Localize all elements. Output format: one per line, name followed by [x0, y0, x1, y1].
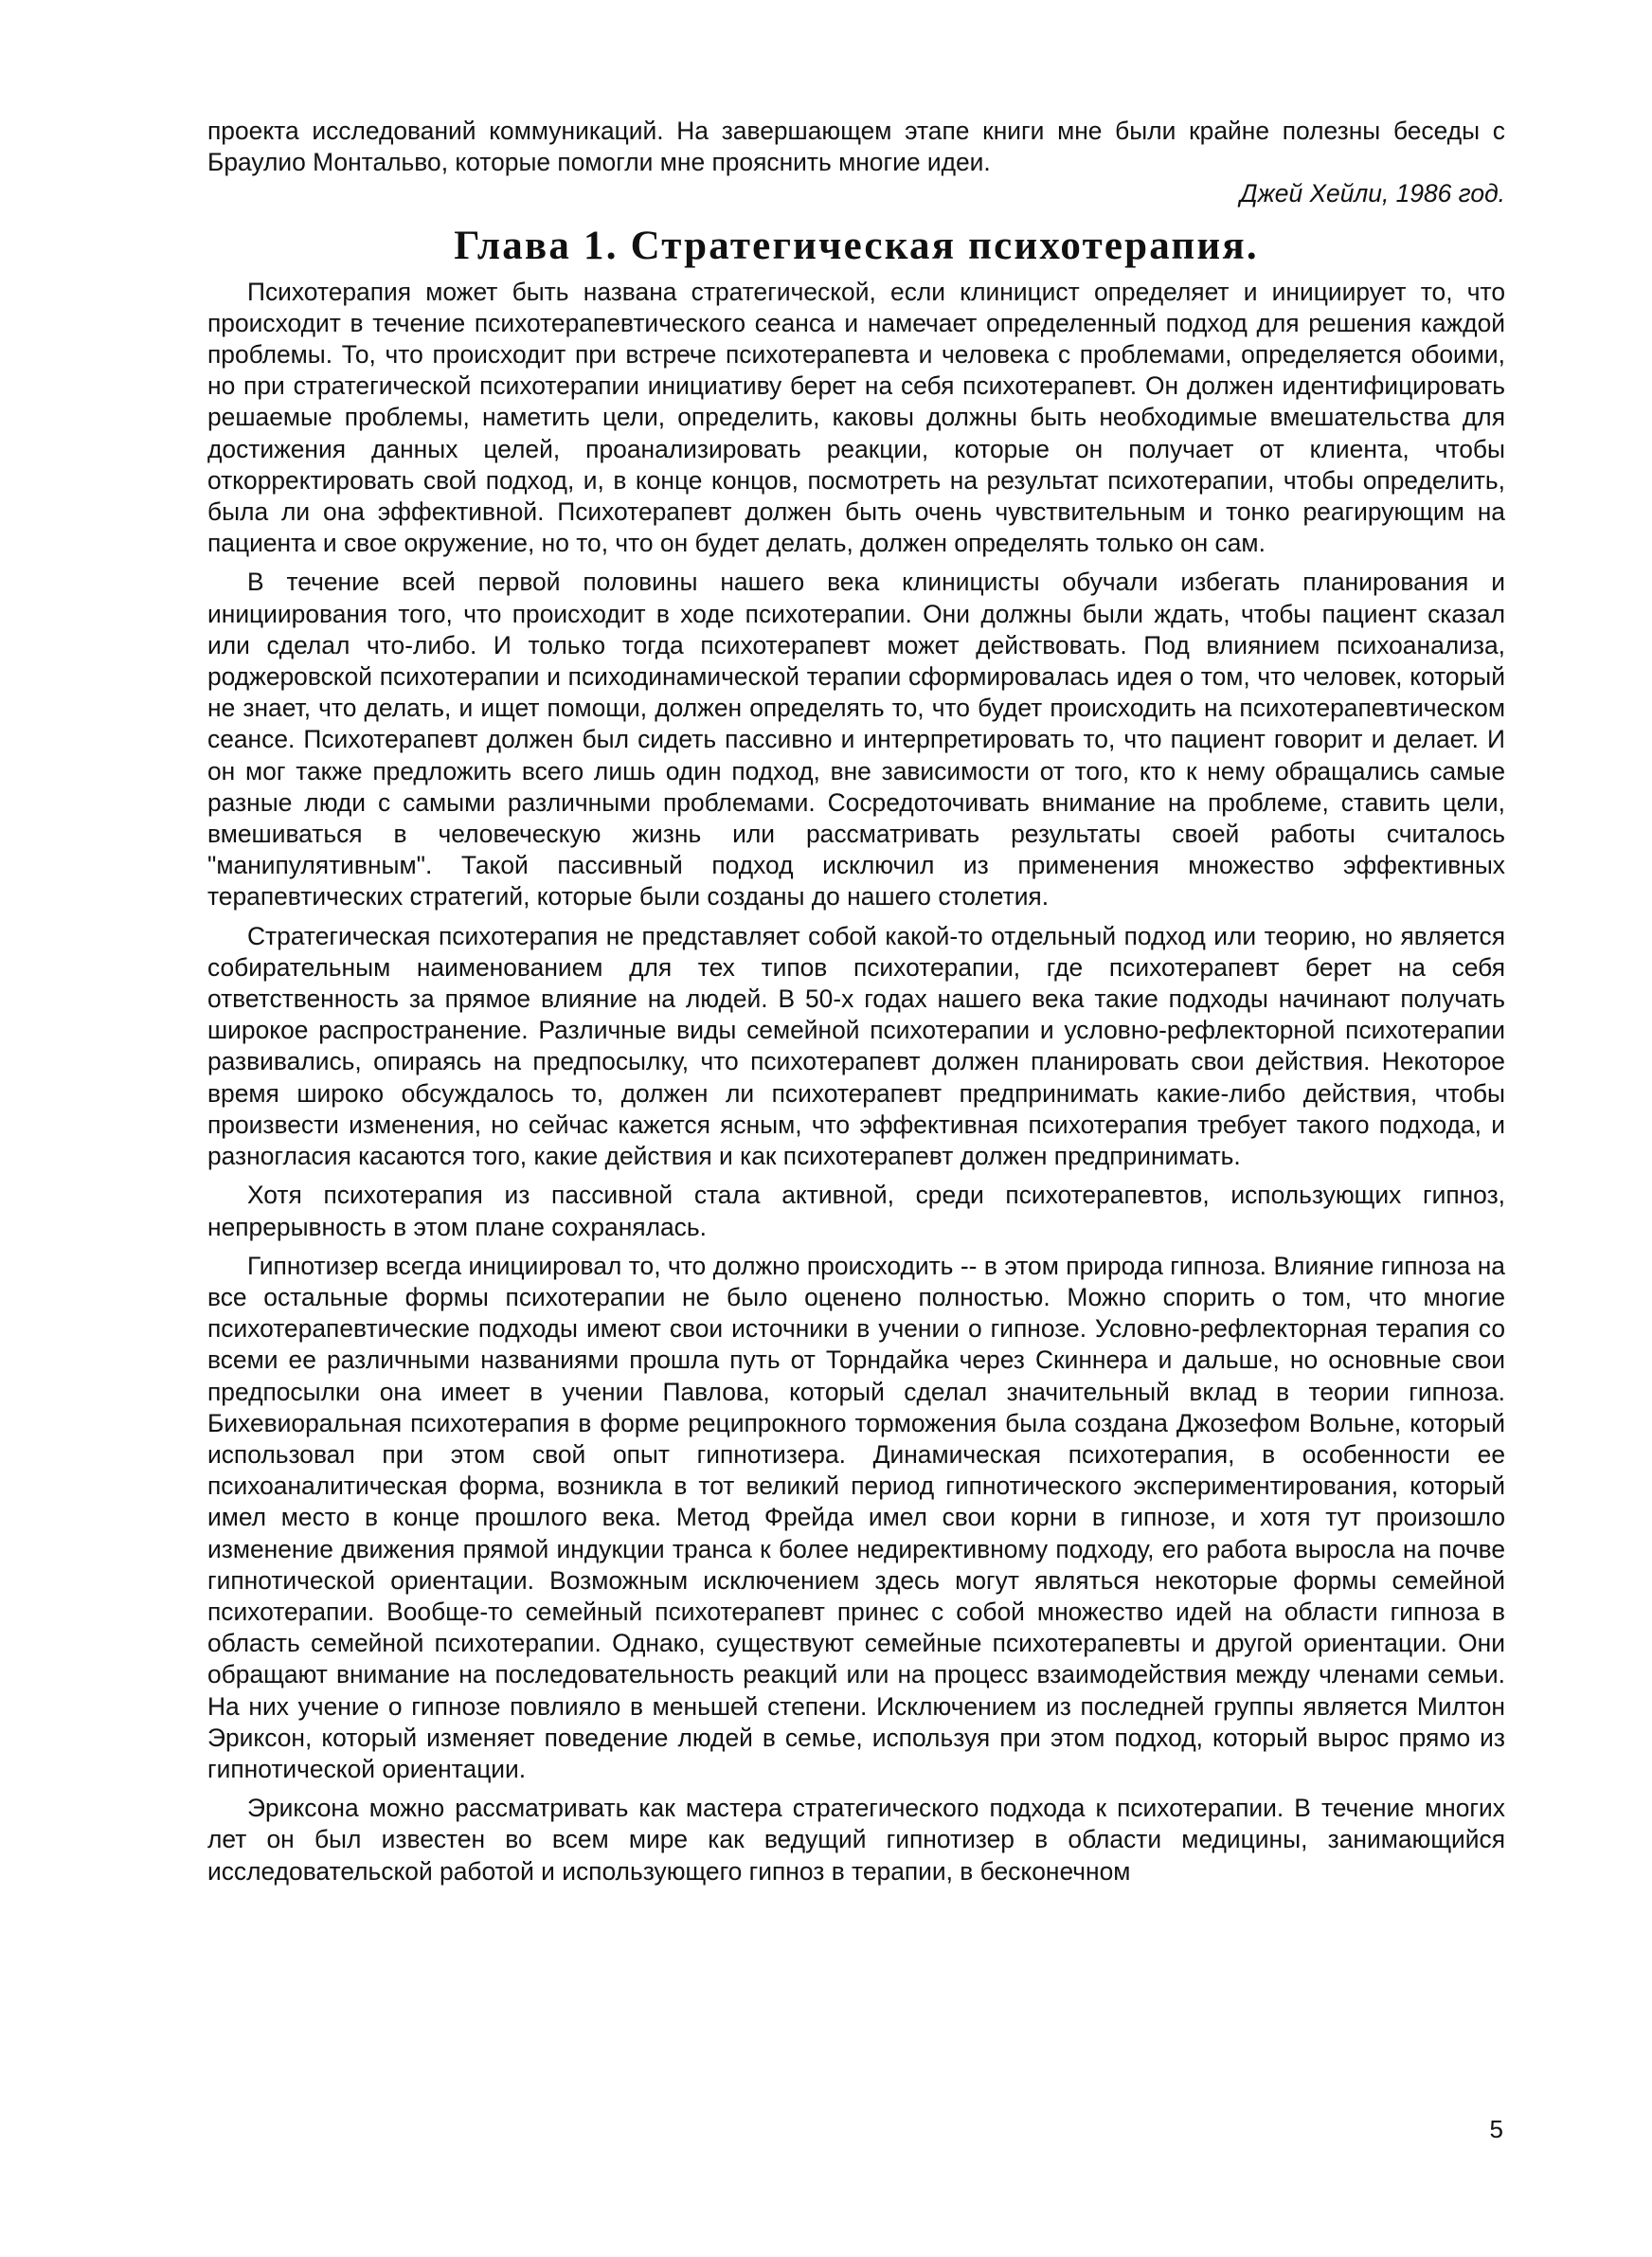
intro-continuation-paragraph: проекта исследований коммуникаций. На завершающем этапе книги мне были крайне полезны беседы с Браулио Монтальво, которые помогли мне прояснить многие идеи. — [207, 117, 1505, 177]
paragraph-2: В течение всей первой половины нашего века клиницисты обучали избегать планирования и инициирования того, что происходит в ходе психотерапии. Они должны были ждать, чтобы пациент сказал или сделал что-либо. И только тогда психотерапевт может действовать. Под влиянием психоанализа, роджеровской психотерапии и психодинамической терапии сформировалась идея о том, что человек, который не знает, что делать, и ищет помощи, должен определять то, что будет происходить на психотерапевтическом сеансе. Психотерапевт должен был сидеть пассивно и интерпретировать то, что пациент говорит и делает. И он мог также предложить всего лишь один подход, вне зависимости от того, кто к нему обращались самые разные люди с самыми различными проблемами. Сосредоточивать внимание на проблеме, ставить цели, вмешиваться в человеческую жизнь или рассматривать результаты своей работы считалось "манипулятивным". Такой пассивный подход исключил из применения множество эффективных терапевтических стратегий, которые были созданы до нашего столетия. — [207, 568, 1505, 912]
chapter-title: Глава 1. Стратегическая психотерапия. — [454, 223, 1259, 268]
paragraph-3: Стратегическая психотерапия не представляет собой какой-то отдельный подход или теорию, но является собирательным наименованием для тех типов психотерапии, где психотерапевт берет на себя ответственность за прямое влияние на людей. В 50-х годах нашего века такие подходы начинают получать широкое распространение. Различные виды семейной психотерапии и условно-рефлекторной психотерапии развивались, опираясь на предпосылку, что психотерапевт должен планировать свои действия. Некоторое время широко обсуждалось то, должен ли психотерапевт предпринимать какие-либо действия, чтобы произвести изменения, но сейчас кажется ясным, что эффективная психотерапия требует такого подхода, и разногласия касаются того, какие действия и как психотерапевт должен предпринимать. — [207, 921, 1505, 1171]
paragraph-6: Эриксона можно рассматривать как мастера стратегического подхода к психотерапии. В течение многих лет он был известен во всем мире как ведущий гипнотизер в области медицины, занимающийся исследовательской работой и использующего гипноз в терапии, в бесконечном — [207, 1794, 1505, 1886]
page-content — [207, 116, 1505, 1887]
paragraph-1: Психотерапия может быть названа стратегической, если клиницист определяет и инициирует то, что происходит в течение психотерапевтического сеанса и намечает определенный подход для решения каждой проблемы. То, что происходит при встрече психотерапевта и человека с проблемами, определяется обоими, но при стратегической психотерапии инициативу берет на себя психотерапевт. Он должен идентифицировать решаемые проблемы, наметить цели, определить, каковы должны быть необходимые вмешательства для достижения данных целей, проанализировать реакции, которые он получает от клиента, чтобы откорректировать свой подход, и, в конце концов, посмотреть на результат психотерапии, чтобы определить, была ли она эффективной. Психотерапевт должен быть очень чувствительным и тонко реагирующим на пациента и свое окружение, но то, что он будет делать, должен определять только он сам. — [207, 277, 1505, 558]
author-signature: Джей Хейли, 1986 год. — [1240, 179, 1505, 208]
paragraph-4: Хотя психотерапия из пассивной стала активной, среди психотерапевтов, использующих гипноз, непрерывность в этом плане сохранялась. — [207, 1181, 1505, 1241]
page-number: 5 — [1489, 2115, 1503, 2143]
paragraph-5: Гипнотизер всегда инициировал то, что должно происходить -- в этом природа гипноза. Влияние гипноза на все остальные формы психотерапии не было оценено полностью. Можно спорить о том, что многие психотерапевтические подходы имеют свои источники в учении о гипнозе. Условно-рефлекторная терапия со всеми ее различными названиями прошла путь от Торндайка через Скиннера и дальше, но основные свои предпосылки она имеет в учении Павлова, который сделал значительный вклад в теории гипноза. Бихевиоральная психотерапия в форме реципрокного торможения была создана Джозефом Вольне, который использовал при этом свой опыт гипнотизера. Динамическая психотерапия, в особенности ее психоаналитическая форма, возникла в тот великий период гипнотического экспериментирования, который имел место в конце прошлого века. Метод Фрейда имел свои корни в гипнозе, и хотя тут произошло изменение движения прямой индукции транса к более недирективному подходу, его работа выросла на почве гипнотической ориентации. Возможным исключением здесь могут являться некоторые формы семейной психотерапии. Вообще-то семейный психотерапевт принес с собой множество идей на области гипноза в область семейной психотерапии. Однако, существуют семейные психотерапевты и другой ориентации. Они обращают внимание на последовательность реакций или на процесс взаимодействия между членами семьи. На них учение о гипнозе повлияло в меньшей степени. Исключением из последней группы является Милтон Эриксон, который изменяет поведение людей в семье, используя при этом подход, который вырос прямо из гипнотической ориентации. — [207, 1251, 1505, 1783]
